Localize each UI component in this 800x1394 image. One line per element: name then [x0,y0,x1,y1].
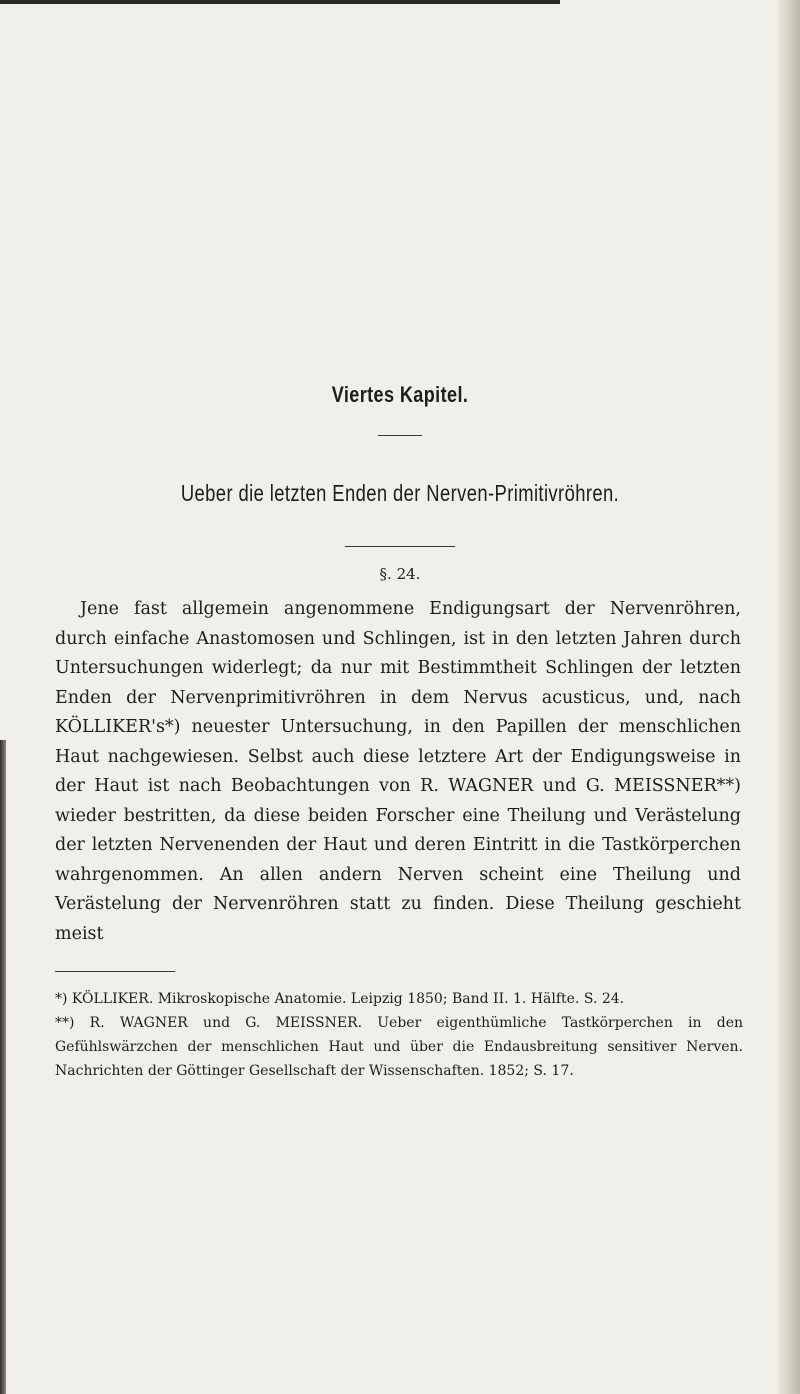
section-number: §. 24. [379,565,421,583]
footnote-divider [55,971,175,972]
page-edge-left [0,740,6,1394]
body-paragraph: Jene fast allgemein angenommene Endigungsart der Nervenröhren, durch einfache Anastomosen und Schlingen, ist in den letzten Jahren durch Untersuchungen widerlegt; da nur mit Bestimmtheit Schlingen der letzten Enden der Nervenprimitivröhren in dem Nervus acusticus, und, nach KÖLLIKER's*) neuester Untersuchung, in den Papillen der menschlichen Haut nachgewiesen. Selbst auch diese letztere Art der Endigungsweise in der Haut ist nach Beobachtungen von R. WAGNER und G. MEISSNER**) wieder bestritten, da diese beiden Forscher eine Theilung und Verästelung der letzten Nervenenden der Haut und deren Eintritt in die Tastkörperchen wahrgenommen. An allen andern Nerven scheint eine Theilung und Verästelung der Nervenröhren statt zu finden. Diese Theilung geschieht meist [55,599,741,944]
footnotes [55,987,743,1083]
chapter-title: Viertes Kapitel. [331,382,469,407]
heading-divider [345,546,455,547]
page-edge-right [778,0,800,1394]
title-divider [378,435,422,436]
page-edge-top [0,0,560,4]
footnote-kolliker: *) KÖLLIKER. Mikroskopische Anatomie. Leipzig 1850; Band II. 1. Hälfte. S. 24. [55,991,625,1007]
section-heading: Ueber die letzten Enden der Nerven-Primitivröhren. [180,480,620,506]
footnote-wagner-meissner: **) R. WAGNER und G. MEISSNER. Ueber eigenthümliche Tastkörperchen in den Gefühlswärzchen der menschlichen Haut und über die Endausbreitung sensitiver Nerven. Nachrichten der Göttinger Gesellschaft der Wissenschaften. 1852; S. 17. [55,1015,743,1079]
